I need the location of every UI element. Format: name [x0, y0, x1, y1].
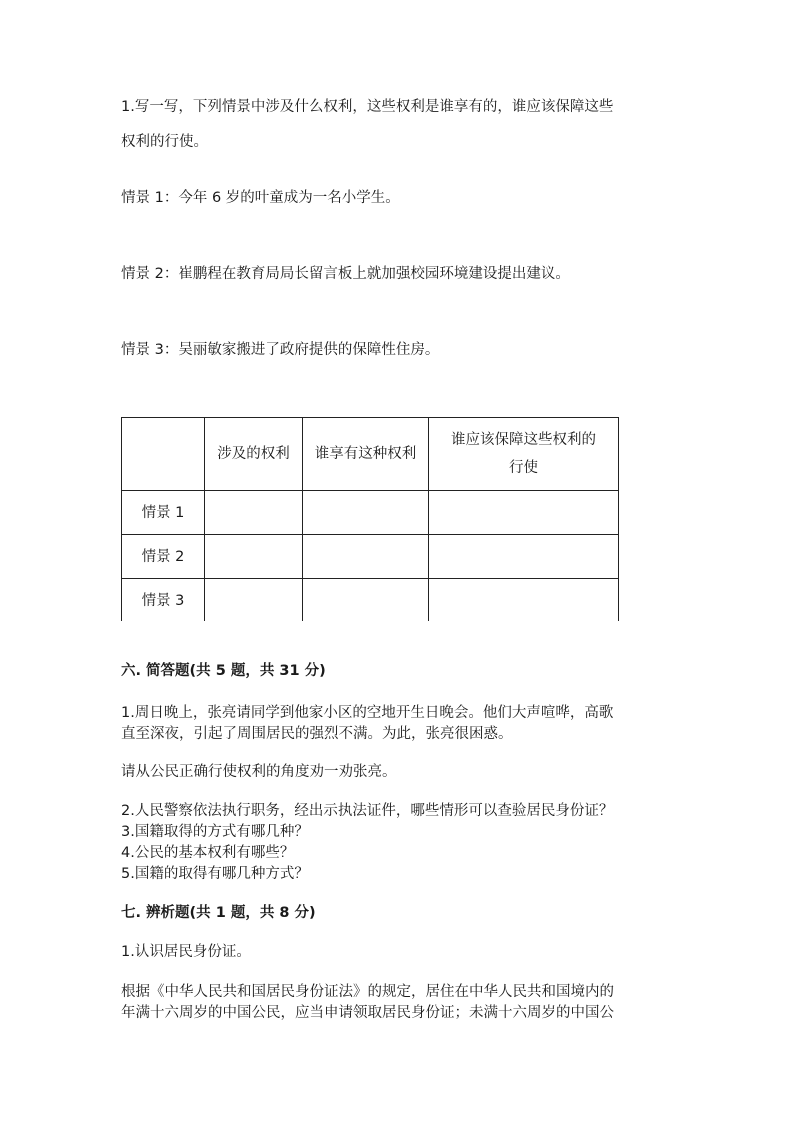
answer-cell-rights[interactable] — [205, 535, 303, 579]
section-6-q1-line-1: 1.周日晚上，张亮请同学到他家小区的空地开生日晚会。他们大声喧哗，高歌 — [121, 705, 614, 721]
section-6-title: 六. 简答题(共 5 题，共 31 分) — [121, 663, 326, 679]
section-7-paragraph-line-2: 年满十六周岁的中国公民，应当申请领取居民身份证；未满十六周岁的中国公 — [121, 1005, 614, 1021]
section-6-q1-line-2: 直至深夜，引起了周围居民的强烈不满。为此，张亮很困惑。 — [121, 726, 513, 742]
section-6-q4: 4.公民的基本权利有哪些？ — [121, 845, 295, 861]
table-row — [122, 491, 619, 535]
question-1-line-2: 权利的行使。 — [121, 134, 208, 150]
row-label: 情景 3 — [122, 579, 205, 623]
scenario-1: 情景 1：今年 6 岁的叶童成为一名小学生。 — [121, 190, 400, 206]
header-rights: 涉及的权利 — [205, 418, 303, 491]
header-empty-cell — [122, 418, 205, 491]
section-7-paragraph-line-1: 根据《中华人民共和国居民身份证法》的规定，居住在中华人民共和国境内的 — [121, 984, 614, 1000]
answer-cell-rights[interactable] — [205, 491, 303, 535]
answer-cell-who-enjoys[interactable] — [303, 579, 429, 623]
table-row — [122, 579, 619, 623]
header-who-guarantees-line-2: 行使 — [509, 460, 538, 476]
section-7-title: 七. 辨析题(共 1 题，共 8 分) — [121, 905, 316, 921]
table-row — [122, 535, 619, 579]
scenario-2: 情景 2：崔鹏程在教育局局长留言板上就加强校园环境建设提出建议。 — [121, 266, 570, 282]
header-who-guarantees-line-1: 谁应该保障这些权利的 — [451, 432, 596, 448]
section-6-q2: 2.人民警察依法执行职务，经出示执法证件，哪些情形可以查验居民身份证？ — [121, 803, 614, 819]
section-6-q1-prompt: 请从公民正确行使权利的角度劝一劝张亮。 — [121, 764, 397, 780]
answer-cell-who-enjoys[interactable] — [303, 491, 429, 535]
answer-cell-who-enjoys[interactable] — [303, 535, 429, 579]
question-1-line-1: 1.写一写，下列情景中涉及什么权利，这些权利是谁享有的，谁应该保障这些 — [121, 99, 614, 115]
table-header-row — [122, 418, 619, 491]
answer-cell-who-guarantees[interactable] — [429, 535, 619, 579]
answer-cell-who-guarantees[interactable] — [429, 491, 619, 535]
section-7-q1: 1.认识居民身份证。 — [121, 944, 251, 960]
header-who-enjoys: 谁享有这种权利 — [303, 418, 429, 491]
scenario-3: 情景 3：吴丽敏家搬进了政府提供的保障性住房。 — [121, 342, 440, 358]
answer-table — [121, 417, 619, 623]
section-6-q3: 3.国籍取得的方式有哪几种？ — [121, 824, 309, 840]
section-6-q5: 5.国籍的取得有哪几种方式？ — [121, 866, 309, 882]
answer-cell-who-guarantees[interactable] — [429, 579, 619, 623]
page-break-cover — [115, 621, 625, 627]
header-who-guarantees — [429, 418, 619, 491]
row-label: 情景 2 — [122, 535, 205, 579]
answer-cell-rights[interactable] — [205, 579, 303, 623]
row-label: 情景 1 — [122, 491, 205, 535]
